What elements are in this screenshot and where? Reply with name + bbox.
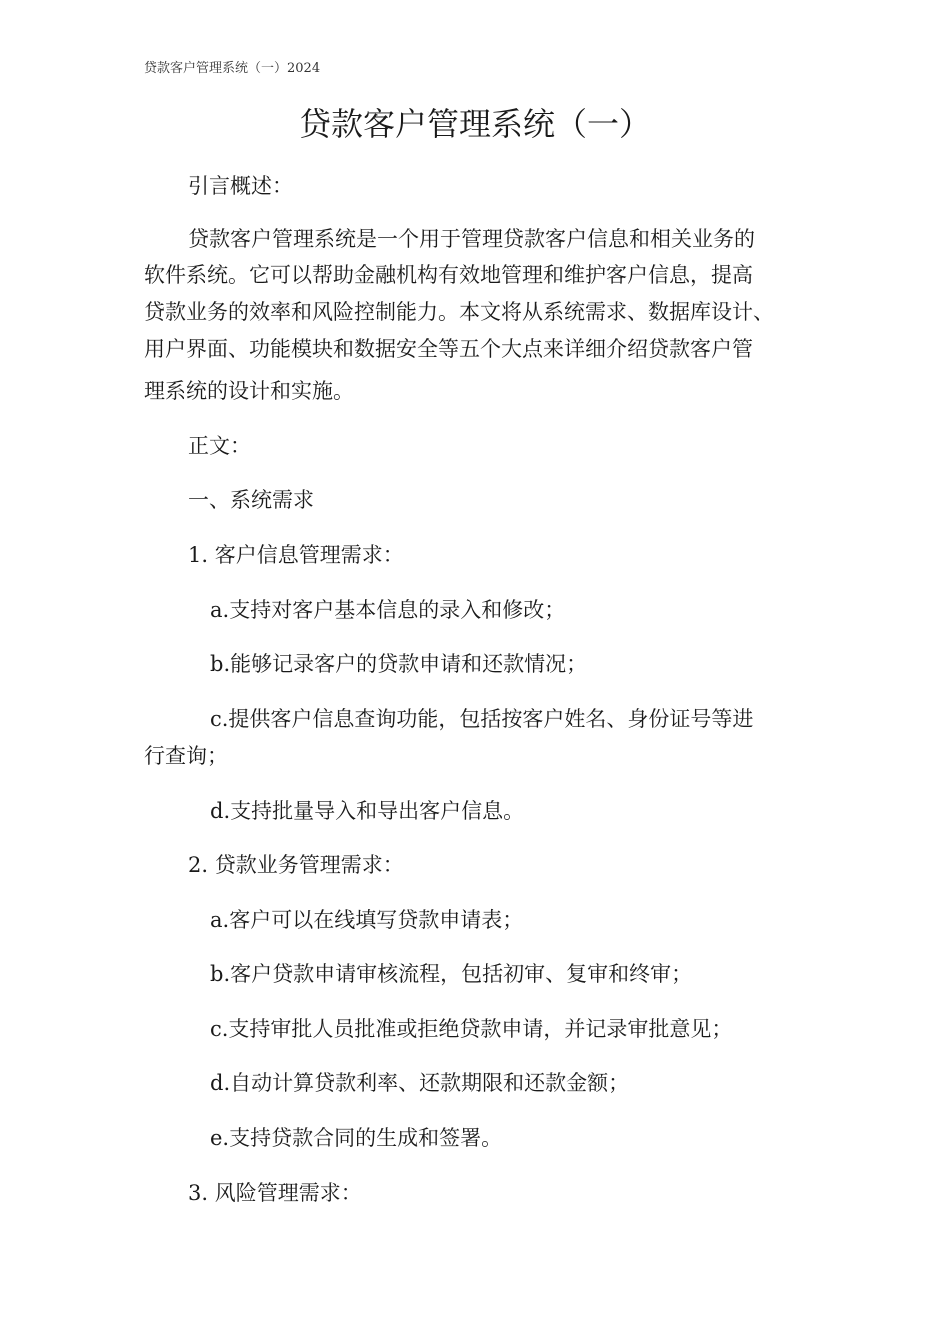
requirement-item: d.自动计算贷款利率、还款期限和还款金额； (210, 1071, 630, 1095)
intro-paragraph-line: 软件系统。它可以帮助金融机构有效地管理和维护客户信息，提高 (144, 263, 753, 287)
intro-heading: 引言概述： (188, 174, 293, 198)
requirement-heading: 1. 客户信息管理需求： (188, 543, 404, 567)
intro-paragraph-line: 贷款业务的效率和风险控制能力。本文将从系统需求、数据库设计、 (144, 300, 774, 324)
body-heading: 正文： (188, 434, 251, 458)
requirement-heading: 2. 贷款业务管理需求： (188, 853, 404, 877)
requirement-item: e.支持贷款合同的生成和签署。 (210, 1126, 503, 1150)
intro-paragraph-line: 用户界面、功能模块和数据安全等五个大点来详细介绍贷款客户管 (144, 337, 753, 361)
requirement-heading: 3. 风险管理需求： (188, 1181, 362, 1205)
requirement-item: b.客户贷款申请审核流程，包括初审、复审和终审； (210, 962, 693, 986)
document-title: 贷款客户管理系统（一） (298, 105, 651, 143)
requirement-item: a.客户可以在线填写贷款申请表； (210, 908, 524, 932)
requirement-item: c.提供客户信息查询功能，包括按客户姓名、身份证号等进 (210, 707, 754, 731)
requirement-item: b.能够记录客户的贷款申请和还款情况； (210, 652, 588, 676)
running-header: 贷款客户管理系统（一）2024 (144, 61, 321, 76)
intro-paragraph-line: 贷款客户管理系统是一个用于管理贷款客户信息和相关业务的 (188, 227, 755, 251)
requirement-item-continued: 行查询； (144, 744, 228, 768)
requirement-item: c.支持审批人员批准或拒绝贷款申请，并记录审批意见； (210, 1017, 733, 1041)
requirement-item: d.支持批量导入和导出客户信息。 (210, 799, 525, 823)
requirement-item: a.支持对客户基本信息的录入和修改； (210, 598, 566, 622)
intro-paragraph-line: 理系统的设计和实施。 (144, 379, 354, 403)
section-heading: 一、系统需求 (188, 488, 314, 512)
